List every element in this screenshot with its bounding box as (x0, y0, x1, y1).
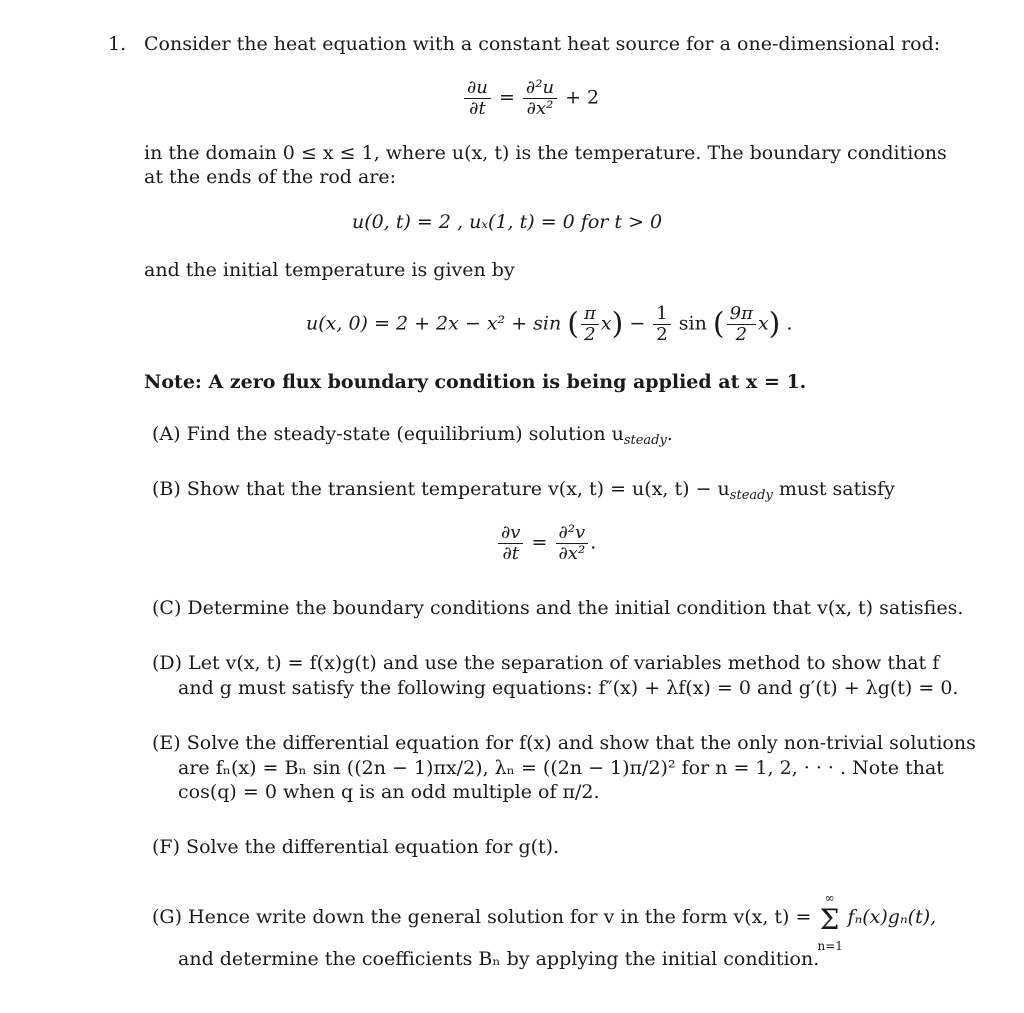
transient-equation: $\frac{\partial v}{\partial t}$ = $\frac{\text{∂²v}}{\text{∂x²}}$ . (496, 523, 596, 564)
note-text: Note: A zero flux boundary condition is being applied at x = 1. (144, 371, 807, 393)
part-f: (F) Solve the differential equation for g(t). (152, 836, 560, 858)
part-d-line-2: and g must satisfy the following equations: f″(x) + λf(x) = 0 and g′(t) + λg(t) = 0. (178, 677, 959, 699)
part-d-line-1: (D) Let v(x, t) = f(x)g(t) and use the separation of variables method to show that f (152, 652, 940, 674)
part-e-line-1: (E) Solve the differential equation for f(x) and show that the only non-trivial solutions (152, 732, 976, 754)
domain-line-1: in the domain 0 ≤ x ≤ 1, where u(x, t) is the temperature. The boundary conditions (144, 142, 947, 164)
part-g-line-1: (G) Hence write down the general solution for v in the form v(x, t) = ∞ Σ n=1 fₙ(x)gₙ(t), (152, 891, 937, 953)
part-c: (C) Determine the boundary conditions and the initial condition that v(x, t) satisfies. (152, 597, 964, 619)
problem-number: 1. (108, 33, 127, 55)
part-e-line-2: are fₙ(x) = Bₙ sin ((2n − 1)πx/2), λₙ = ((2n − 1)π/2)² for n = 1, 2, · · · . Note that (178, 757, 944, 779)
domain-line-2: at the ends of the rod are: (144, 166, 397, 188)
part-b: (B) Show that the transient temperature v(x, t) = u(x, $t) - u_{steady}$ must satisfy (152, 478, 895, 503)
boundary-conditions: u(0, t) = 2 , uₓ(1, t) = 0 for t > 0 (352, 211, 663, 233)
part-a: (A) Find the steady-state (equilibrium) solution $u_{steady}$. (152, 423, 673, 448)
summation-symbol: ∞ Σ n=1 (817, 891, 843, 953)
heat-equation: $\frac{\partial u}{\partial t}$ = $\frac{\text{∂²u}}{\text{∂x²}}$ + 2 (462, 78, 599, 119)
part-e-line-3: cos(q) = 0 when q is an odd multiple of π/2. (178, 781, 600, 803)
intro-text: Consider the heat equation with a constant heat source for a one-dimensional rod: (144, 33, 941, 55)
part-g-line-2: and determine the coefficients Bₙ by applying the initial condition. (178, 948, 820, 970)
initial-condition-intro: and the initial temperature is given by (144, 259, 515, 281)
initial-condition-equation: u(x, 0) = 2 + 2x − x² + sin ( $\frac{\pi}{2}$ x) − $\frac{1}{2}$ sin ( $\frac{9\pi}{2}$ x) . (306, 303, 793, 345)
